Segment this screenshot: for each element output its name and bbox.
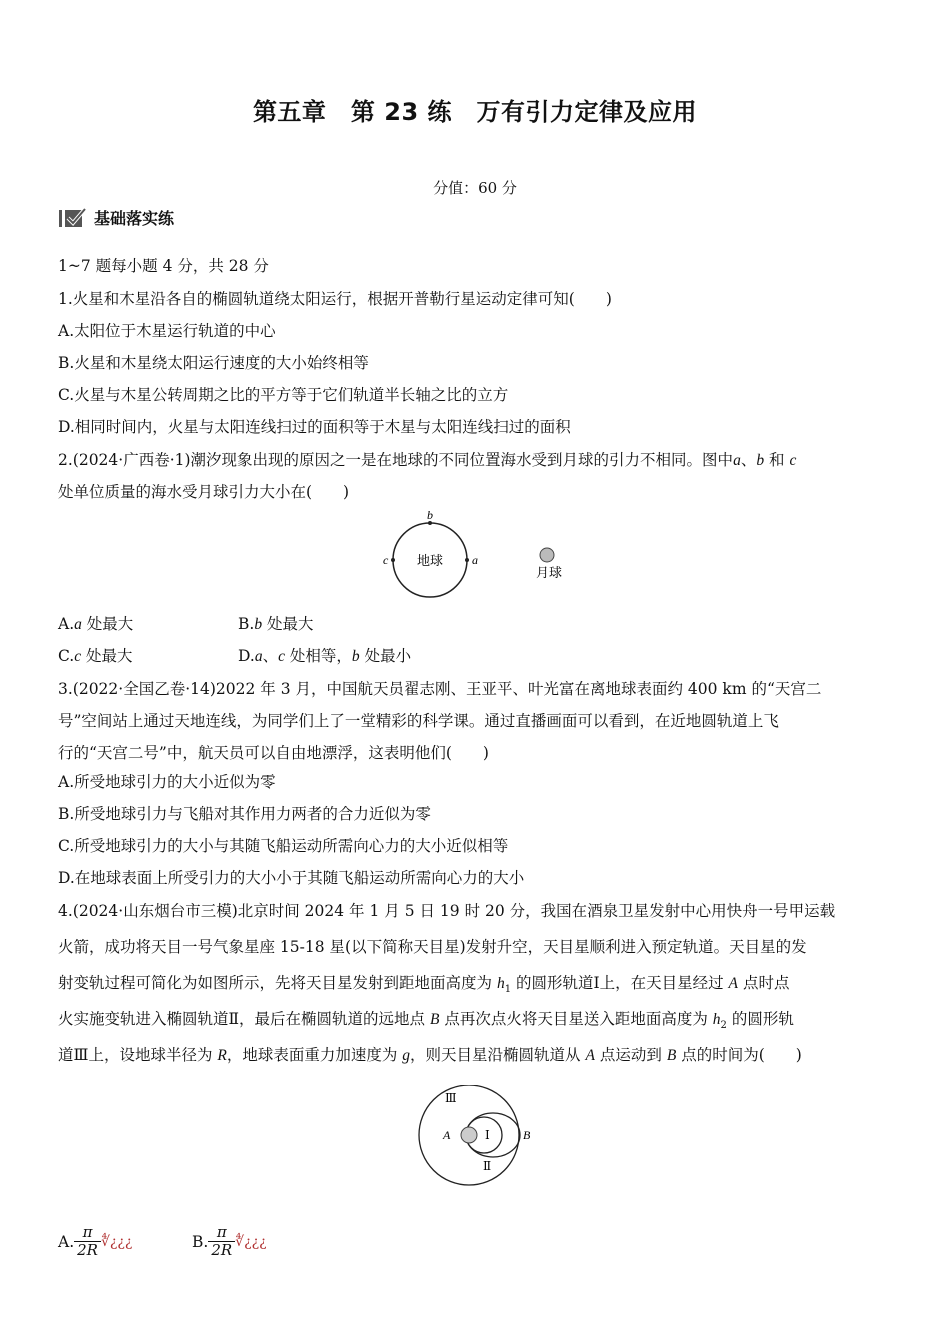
- q2-stem-line2: 处单位质量的海水受月球引力大小在( ): [58, 483, 350, 501]
- point-c-label: c: [383, 553, 389, 567]
- intro-text: 1~7 题每小题 4 分，共 28 分: [58, 257, 269, 275]
- earth-small: [461, 1127, 477, 1143]
- q4-option-b[interactable]: B. $\frac{\pi}{2R}$ ∜¿¿¿: [192, 1223, 267, 1260]
- q1-option-d[interactable]: D.相同时间内，火星与太阳连线扫过的面积等于木星与太阳连线扫过的面积: [58, 418, 571, 436]
- q3-option-d[interactable]: D.在地球表面上所受引力的大小小于其随飞船运动所需向心力的大小: [58, 869, 525, 887]
- q4-option-a[interactable]: A. $\frac{\pi}{2R}$ ∜¿¿¿: [58, 1223, 133, 1260]
- q1-stem: 1.火星和木星沿各自的椭圆轨道绕太阳运行，根据开普勒行星运动定律可知( ): [58, 290, 612, 308]
- q4-orbit-figure: [405, 1085, 545, 1195]
- earth-label: 地球: [416, 553, 444, 568]
- q2-option-c[interactable]: C.c 处最大: [58, 647, 133, 665]
- moon-circle: [540, 548, 554, 562]
- q2-stem-line1: 2.(2024·广西卷·1)潮汐现象出现的原因之一是在地球的不同位置海水受到月球的引力不相同。图中a、b 和 c: [58, 451, 797, 469]
- point-A-label: A: [443, 1128, 451, 1142]
- q4-option-b-fraction: $\frac{\pi}{2R}$: [208, 1224, 235, 1260]
- q1-option-b[interactable]: B.火星和木星绕太阳运行速度的大小始终相等: [58, 354, 369, 372]
- q3-stem-line3: 行的“天宫二号”中，航天员可以自由地漂浮，这表明他们( ): [58, 744, 489, 762]
- q2-option-b[interactable]: B.b 处最大: [238, 615, 314, 633]
- q1-option-a[interactable]: A.太阳位于木星运行轨道的中心: [58, 322, 276, 340]
- section-label: 基础落实练: [94, 209, 175, 228]
- orbit-1-label: Ⅰ: [485, 1128, 490, 1142]
- orbit-2-label: Ⅱ: [483, 1159, 492, 1173]
- point-a-label: a: [472, 553, 478, 567]
- q2-option-d[interactable]: D.a、c 处相等，b 处最小: [238, 647, 412, 665]
- point-a-dot: [465, 558, 469, 562]
- q2-figure: [370, 505, 600, 605]
- q2-option-a[interactable]: A.a 处最大: [58, 615, 134, 633]
- q1-option-c[interactable]: C.火星与木星公转周期之比的平方等于它们轨道半长轴之比的立方: [58, 386, 509, 404]
- score-label: 分值：60 分: [433, 179, 517, 197]
- q4-stem-line3: 射变轨过程可简化为如图所示，先将天目星发射到距地面高度为 $h_1$ 的圆形轨道Ⅰ上，在天目星经过 A 点时点: [58, 974, 790, 996]
- q3-stem-line1: 3.(2022·全国乙卷·14)2022 年 3 月，中国航天员翟志刚、王亚平、叶光富在离地球表面约 400 km 的“天宫二: [58, 680, 822, 698]
- q4-stem-line5: 道Ⅲ上，设地球半径为 R，地球表面重力加速度为 g，则天目星沿椭圆轨道从 A 点运动到 B 点的时间为( ): [58, 1046, 802, 1064]
- q3-option-b[interactable]: B.所受地球引力与飞船对其作用力两者的合力近似为零: [58, 805, 431, 823]
- page-title: 第五章 第 23 练 万有引力定律及应用: [252, 98, 698, 126]
- section-header: [58, 206, 174, 229]
- point-c-dot: [391, 558, 395, 562]
- q3-stem-line2: 号”空间站上通过天地连线，为同学们上了一堂精彩的科学课。通过直播画面可以看到，在近地圆轨道上飞: [58, 712, 779, 730]
- q4-stem-line1: 4.(2024·山东烟台市三模)北京时间 2024 年 1 月 5 日 19 时 20 分，我国在酒泉卫星发射中心用快舟一号甲运载: [58, 902, 836, 920]
- point-B-label: B: [523, 1128, 531, 1142]
- q3-option-a[interactable]: A.所受地球引力的大小近似为零: [58, 773, 276, 791]
- moon-label: 月球: [535, 565, 563, 580]
- q4-option-a-fraction: $\frac{\pi}{2R}$: [74, 1224, 101, 1260]
- point-b-label: b: [427, 508, 433, 522]
- orbit-3-label: Ⅲ: [445, 1091, 457, 1105]
- q3-option-c[interactable]: C.所受地球引力的大小与其随飞船运动所需向心力的大小近似相等: [58, 837, 509, 855]
- check-box-icon: [58, 207, 88, 229]
- q4-stem-line4: 火实施变轨进入椭圆轨道Ⅱ，最后在椭圆轨道的远地点 B 点再次点火将天目星送入距地面高度为 $h_2$ 的圆形轨: [58, 1010, 794, 1032]
- q4-stem-line2: 火箭，成功将天目一号气象星座 15-18 星(以下简称天目星)发射升空，天目星顺利进入预定轨道。天目星的发: [58, 938, 807, 956]
